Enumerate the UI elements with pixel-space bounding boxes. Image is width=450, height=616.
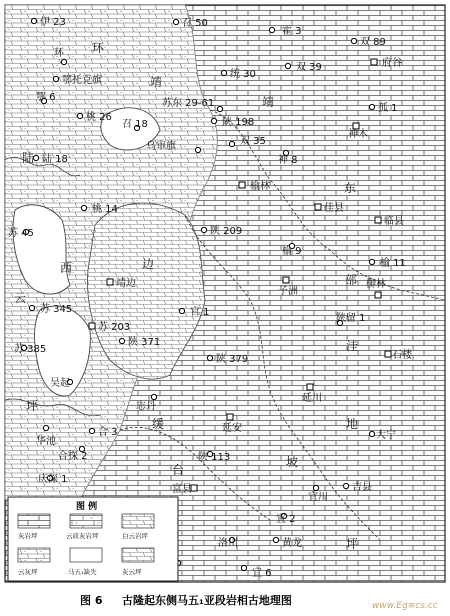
well-label: 霍 3 <box>282 26 302 37</box>
well-label: 陆 18 <box>42 154 68 165</box>
region-label: 地 <box>346 417 359 431</box>
well-marker <box>77 113 82 118</box>
well-label: 苏东 29-61 <box>162 98 215 109</box>
region-label: 云 <box>14 291 27 305</box>
well-marker <box>211 118 216 123</box>
well-label: 鄂 6 <box>36 92 56 103</box>
region-label: 部 <box>345 273 358 287</box>
well-label: 吉县 <box>352 482 372 493</box>
well-marker <box>369 431 374 436</box>
region-label: 边 <box>142 257 155 271</box>
well-label: 合 3 <box>98 427 118 438</box>
well-marker <box>241 565 246 570</box>
city-marker <box>307 384 313 390</box>
well-marker <box>351 38 356 43</box>
well-marker <box>343 483 348 488</box>
well-marker <box>273 537 278 542</box>
well-label: 双 89 <box>360 37 386 48</box>
well-label: 陕 113 <box>198 452 231 463</box>
city-marker <box>89 323 95 329</box>
well-label: 富县 <box>172 484 192 495</box>
well-marker <box>221 70 226 75</box>
well-label: 苏 385 <box>14 344 47 355</box>
well-label: 陕 209 <box>210 226 243 237</box>
well-label: 环 <box>54 48 64 59</box>
city-marker <box>227 414 233 420</box>
legend-swatch-limestone-dolomite-flat <box>122 548 154 562</box>
legend-swatch-dolomite-limestone-flat <box>18 548 50 562</box>
well-marker <box>119 338 124 343</box>
legend-swatch-absent <box>70 548 102 562</box>
well-marker <box>61 59 66 64</box>
well-marker <box>195 147 200 152</box>
well-label: 延安 <box>222 423 242 434</box>
well-marker <box>43 425 48 430</box>
figure-number: 图 6 <box>80 594 103 607</box>
city-marker <box>375 292 381 298</box>
region-label: 环 <box>92 41 105 55</box>
legend-label: 白云岩坪 <box>122 532 148 540</box>
region-label: 西 <box>60 261 73 275</box>
well-marker <box>285 63 290 68</box>
region-label: 坪 <box>346 537 359 551</box>
legend-swatch-dolomite-flat <box>122 514 154 528</box>
city-marker <box>315 204 321 210</box>
well-label: 鄂托克旗 <box>62 75 102 86</box>
well-label: 临县 <box>384 216 404 227</box>
well-label: 榆 11 <box>380 258 406 269</box>
well-label: 陕 371 <box>128 337 161 348</box>
well-marker <box>33 155 38 160</box>
region-label: 东 <box>344 181 357 195</box>
well-marker <box>29 305 34 310</box>
region-label: 坡 <box>286 455 299 469</box>
well-label: 榆林 <box>250 181 270 192</box>
legend-label: 云灰坪 <box>18 568 38 576</box>
watermark: www.Eg≡cs.cc <box>372 601 438 611</box>
legend-label: 云质灰岩坪 <box>66 532 99 540</box>
well-label: 大宁 <box>376 430 396 441</box>
well-label: 伊 23 <box>40 17 66 28</box>
well-label: 官 1 <box>190 307 210 318</box>
legend-label: 灰云坪 <box>122 568 142 576</box>
city-marker <box>385 351 391 357</box>
well-label: 陕留 1 <box>336 313 366 324</box>
well-label: 苏 203 <box>98 322 131 333</box>
well-label: 洛川 <box>218 538 238 549</box>
well-label: 苏 345 <box>40 304 73 315</box>
well-label: 柳林 <box>366 279 386 290</box>
well-marker <box>369 104 374 109</box>
city-marker <box>107 279 113 285</box>
well-label: 苏 45 <box>8 228 34 239</box>
legend <box>8 497 178 581</box>
well-label: 双 35 <box>240 136 266 147</box>
figure-title: 古隆起东侧马五₁亚段岩相古地理图 <box>122 594 292 607</box>
city-marker <box>371 59 377 65</box>
legend-title: 图 例 <box>76 502 98 512</box>
region-label: 坪 <box>26 399 39 413</box>
city-marker <box>283 277 289 283</box>
well-label: 桃 14 <box>92 204 118 215</box>
well-marker <box>313 485 318 490</box>
well-label: 黄龙 <box>282 538 302 549</box>
well-marker <box>81 205 86 210</box>
well-label: 神木 <box>348 129 368 140</box>
region-label: 靖 <box>150 75 163 89</box>
well-label: 陕 198 <box>222 117 255 128</box>
region-label: 陆 <box>22 151 35 165</box>
well-marker <box>31 18 36 23</box>
well-marker <box>89 428 94 433</box>
region-label: 洼 <box>346 339 359 353</box>
well-marker <box>229 141 234 146</box>
well-label: 延川 <box>302 393 322 404</box>
well-label: 神 8 <box>278 155 298 166</box>
region-label: 台 <box>172 463 185 477</box>
well-label: 陕 379 <box>216 354 249 365</box>
well-label: 华池 <box>36 436 56 447</box>
well-label: 统 30 <box>230 69 256 80</box>
well-label: 志丹 <box>136 401 156 412</box>
well-label: 孤 1 <box>378 103 398 114</box>
well-label: 乌审旗 <box>146 141 176 152</box>
legend-label: 灰岩坪 <box>18 532 38 540</box>
well-marker <box>217 106 222 111</box>
well-label: 合探 2 <box>58 451 88 462</box>
well-marker <box>53 76 58 81</box>
well-marker <box>369 259 374 264</box>
well-label: 靖边 <box>116 278 136 289</box>
well-marker <box>207 355 212 360</box>
well-label: 宜 6 <box>252 568 272 579</box>
well-marker <box>179 308 184 313</box>
legend-swatch-dolomitic-limestone-flat <box>70 514 102 528</box>
well-label: 宜 2 <box>276 514 296 525</box>
well-marker <box>269 27 274 32</box>
well-label: 府谷 <box>382 58 402 69</box>
well-label: 桃 26 <box>86 112 112 123</box>
well-label: 双 39 <box>296 62 322 73</box>
legend-swatch-limestone-flat <box>18 514 50 528</box>
well-marker <box>151 394 156 399</box>
city-marker <box>375 217 381 223</box>
well-marker <box>201 227 206 232</box>
region-label: 靖 <box>262 95 275 109</box>
city-marker <box>239 182 245 188</box>
legend-label: 马五₁缺失 <box>68 568 97 576</box>
well-marker <box>173 19 178 24</box>
well-label: 庆深 1 <box>38 474 68 485</box>
well-label: 石楼 <box>392 350 412 361</box>
well-label: 召 18 <box>122 119 148 130</box>
well-label: 召 50 <box>182 18 208 29</box>
well-label: 榆 9 <box>282 246 302 257</box>
well-label: 宜川 <box>308 492 328 503</box>
well-label: 子洲 <box>278 286 298 297</box>
well-label: 吴起 <box>50 378 70 389</box>
well-label: 佳县 <box>324 203 344 214</box>
region-label: 缓 <box>152 417 165 431</box>
